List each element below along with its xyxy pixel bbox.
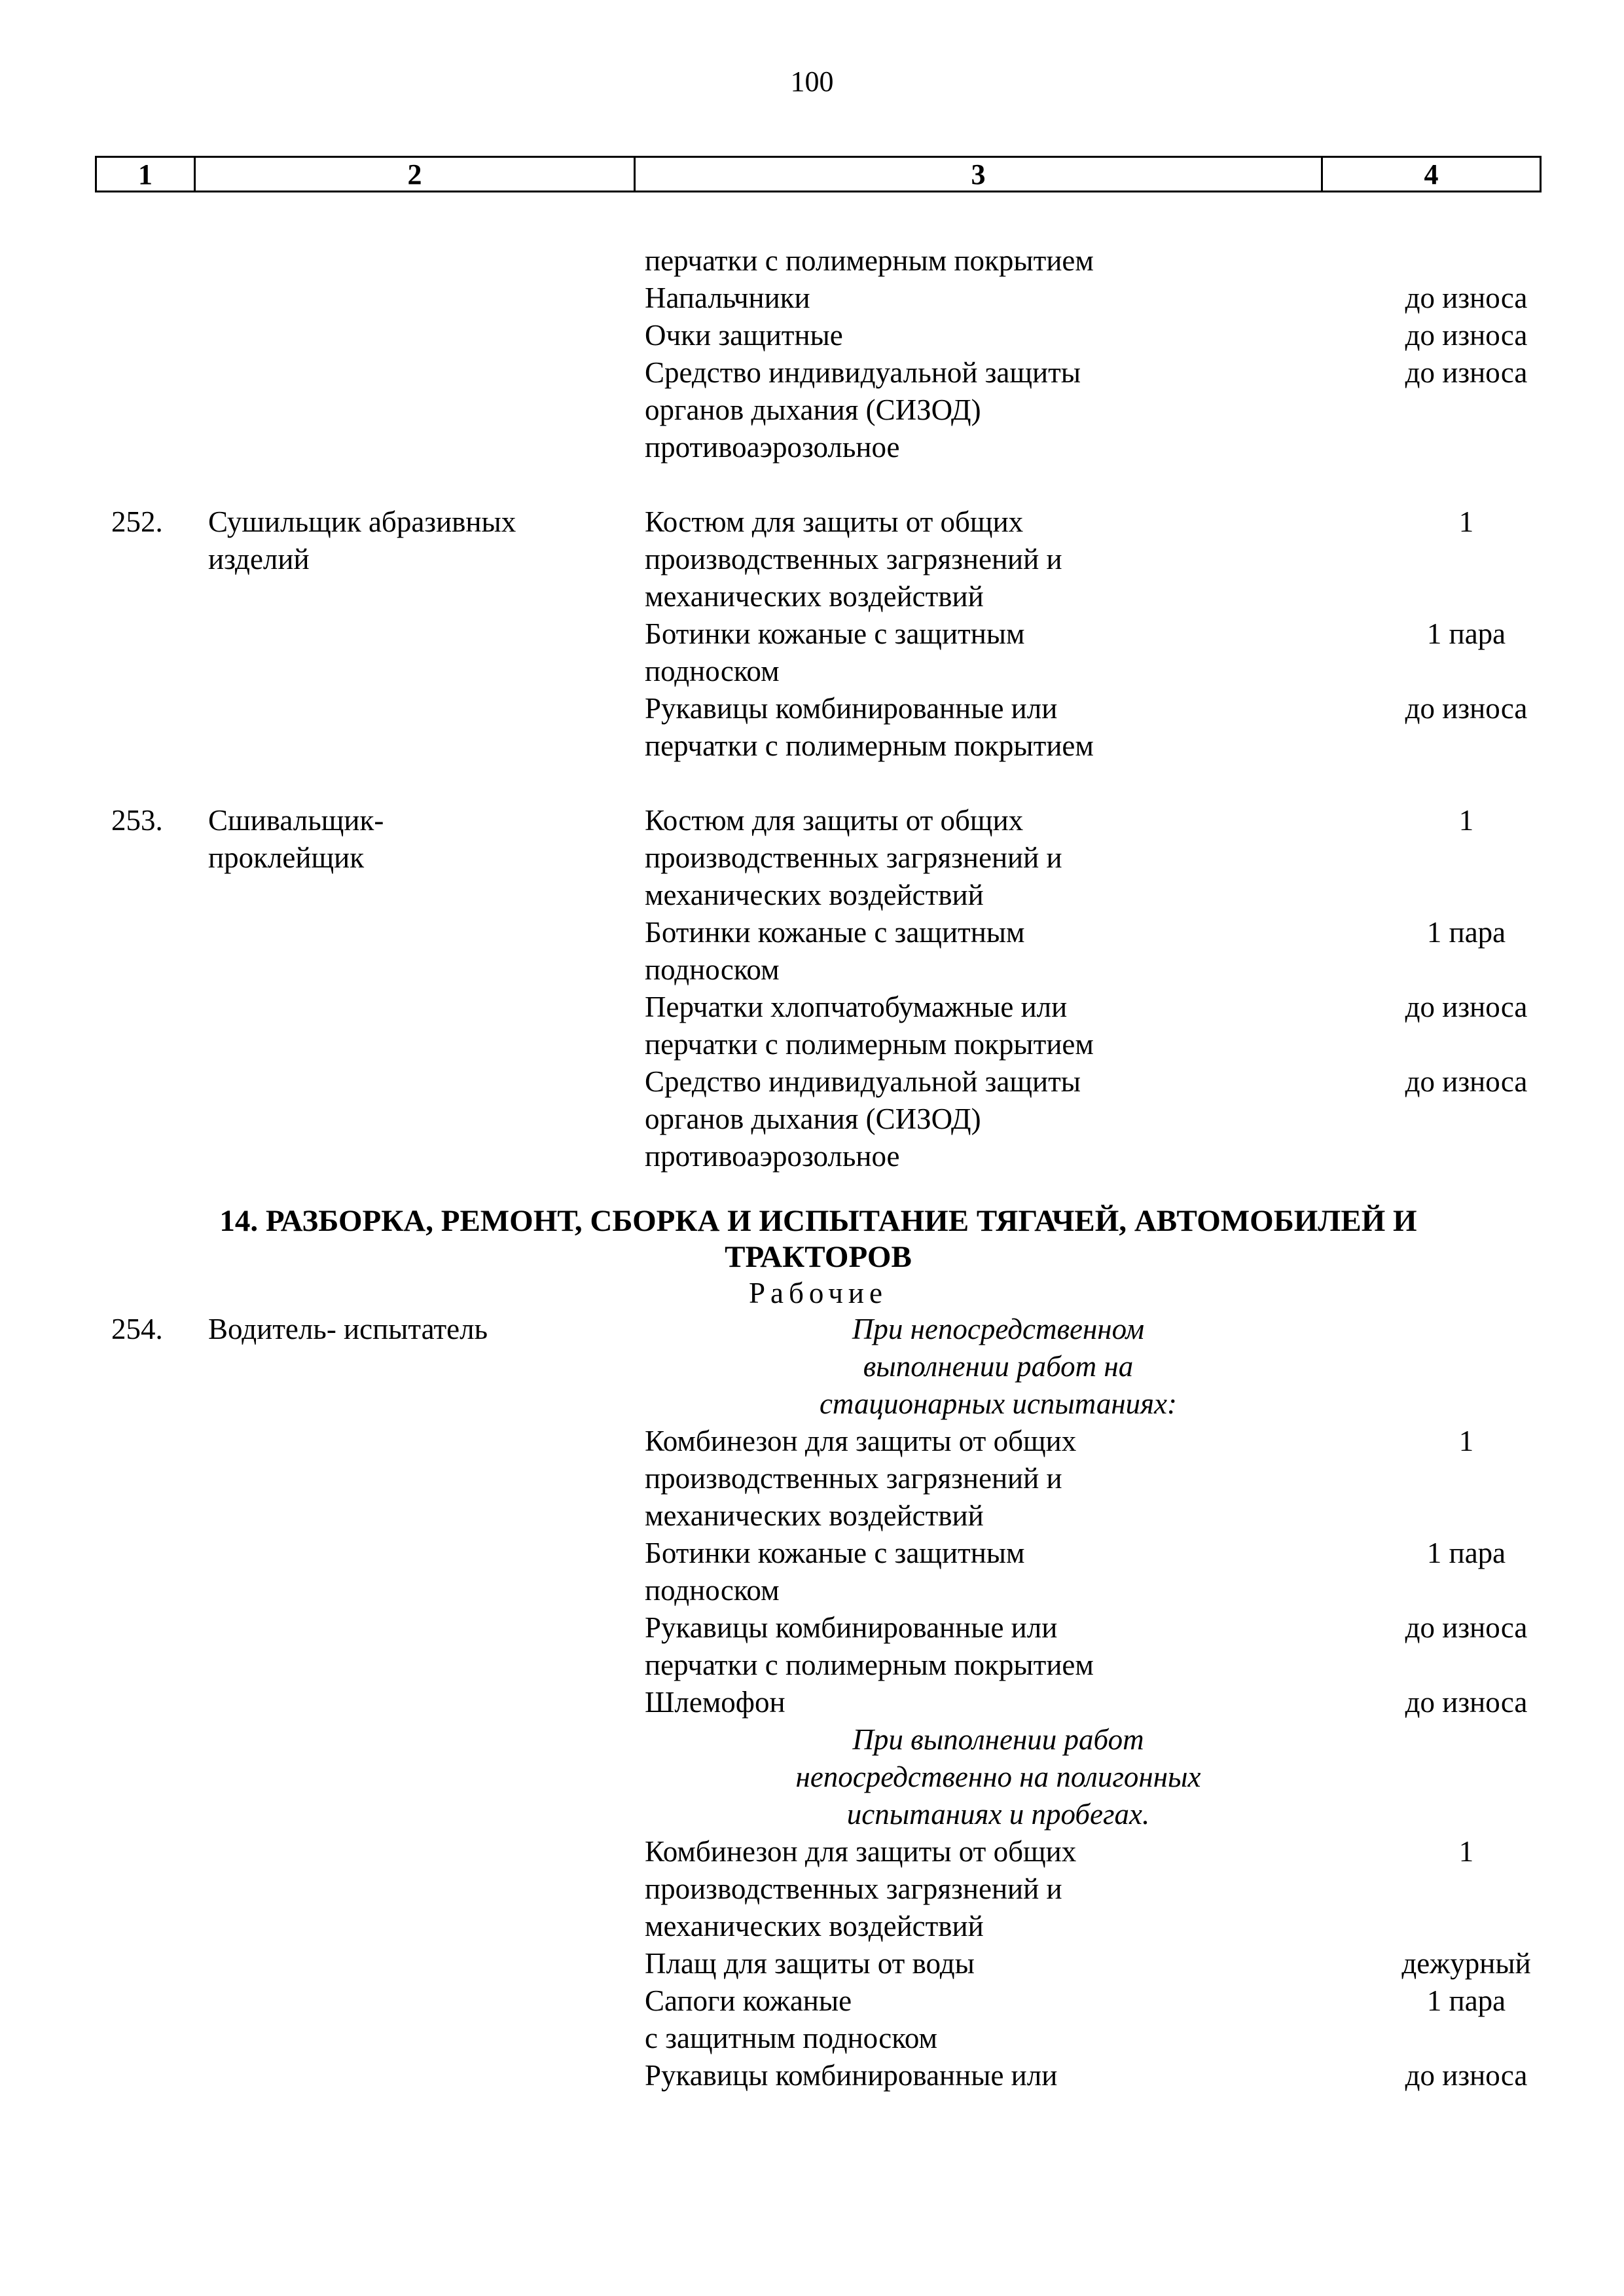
issue-norm: до износа xyxy=(1405,1065,1528,1098)
issue-norm: до износа xyxy=(1405,356,1528,389)
ppe-item-line: с защитным подноском xyxy=(645,2022,937,2054)
issue-norm: 1 xyxy=(1458,804,1474,837)
work-condition-line: непосредственно на полигонных xyxy=(795,1760,1201,1793)
issue-norm: 1 пара xyxy=(1426,1537,1506,1569)
ppe-item-line: производственных загрязнений и xyxy=(645,1462,1062,1495)
ppe-item-line: механических воздействий xyxy=(645,580,984,613)
issue-norm: до износа xyxy=(1405,2059,1528,2092)
profession-name-line: Сшивальщик- xyxy=(208,804,384,837)
ppe-item-line: производственных загрязнений и xyxy=(645,1872,1062,1905)
issue-norm: 1 пара xyxy=(1426,1984,1506,2017)
ppe-item-line: механических воздействий xyxy=(645,879,984,911)
ppe-item-line: перчатки с полимерным покрытием xyxy=(645,1649,1094,1681)
issue-norm: дежурный xyxy=(1401,1947,1531,1980)
work-condition-line: При выполнении работ xyxy=(852,1723,1144,1756)
page-number: 100 xyxy=(790,65,834,98)
ppe-item-line: подноском xyxy=(645,1574,780,1607)
ppe-item-line: Плащ для защиты от воды xyxy=(645,1947,975,1980)
work-condition-line: При непосредственном xyxy=(852,1313,1145,1345)
ppe-item-line: Костюм для защиты от общих xyxy=(645,804,1024,837)
issue-norm: 1 xyxy=(1458,1425,1474,1457)
column-header-row xyxy=(95,156,1542,192)
ppe-item-line: Комбинезон для защиты от общих xyxy=(645,1835,1077,1868)
ppe-item-line: Ботинки кожаные с защитным xyxy=(645,617,1025,650)
ppe-item-line: перчатки с полимерным покрытием xyxy=(645,1028,1094,1061)
section-subtitle: Рабочие xyxy=(749,1277,888,1309)
ppe-item-line: Костюм для защиты от общих xyxy=(645,505,1024,538)
ppe-item-line: Очки защитные xyxy=(645,319,843,352)
row-number: 254. xyxy=(111,1313,163,1345)
issue-norm: до износа xyxy=(1405,1611,1528,1644)
ppe-item-line: Рукавицы комбинированные или xyxy=(645,692,1058,725)
ppe-item-line: перчатки с полимерным покрытием xyxy=(645,729,1094,762)
ppe-item-line: перчатки с полимерным покрытием xyxy=(645,244,1094,277)
work-condition-line: стационарных испытаниях: xyxy=(819,1387,1178,1420)
issue-norm: 1 пара xyxy=(1426,617,1506,650)
issue-norm: до износа xyxy=(1405,319,1528,352)
section-title-line: 14. РАЗБОРКА, РЕМОНТ, СБОРКА И ИСПЫТАНИЕ ТЯГАЧЕЙ, АВТОМОБИЛЕЙ И xyxy=(219,1204,1417,1238)
ppe-item-line: органов дыхания (СИЗОД) xyxy=(645,393,981,426)
ppe-item-line: Напальчники xyxy=(645,282,810,314)
ppe-item-line: подноском xyxy=(645,655,780,687)
profession-name-line: изделий xyxy=(208,543,310,575)
ppe-item-line: Ботинки кожаные с защитным xyxy=(645,916,1025,949)
ppe-item-line: Рукавицы комбинированные или xyxy=(645,1611,1058,1644)
ppe-item-line: Рукавицы комбинированные или xyxy=(645,2059,1058,2092)
ppe-item-line: Сапоги кожаные xyxy=(645,1984,852,2017)
issue-norm: до износа xyxy=(1405,991,1528,1023)
ppe-item-line: Средство индивидуальной защиты xyxy=(645,1065,1081,1098)
issue-norm: 1 пара xyxy=(1426,916,1506,949)
ppe-item-line: Ботинки кожаные с защитным xyxy=(645,1537,1025,1569)
ppe-item-line: противоаэрозольное xyxy=(645,431,900,464)
row-number: 252. xyxy=(111,505,163,538)
ppe-item-line: Комбинезон для защиты от общих xyxy=(645,1425,1077,1457)
ppe-item-line: производственных загрязнений и xyxy=(645,543,1062,575)
ppe-item-line: производственных загрязнений и xyxy=(645,841,1062,874)
ppe-item-line: органов дыхания (СИЗОД) xyxy=(645,1102,981,1135)
ppe-item-line: Шлемофон xyxy=(645,1686,785,1719)
ppe-item-line: Средство индивидуальной защиты xyxy=(645,356,1081,389)
ppe-item-line: механических воздействий xyxy=(645,1499,984,1532)
column-header-1: 1 xyxy=(138,158,153,191)
issue-norm: 1 xyxy=(1458,1835,1474,1868)
section-title-line: ТРАКТОРОВ xyxy=(725,1240,912,1274)
column-header-2: 2 xyxy=(194,158,634,191)
profession-name-line: проклейщик xyxy=(208,841,365,874)
work-condition-line: выполнении работ на xyxy=(863,1350,1134,1383)
issue-norm: до износа xyxy=(1405,692,1528,725)
work-condition-line: испытаниях и пробегах. xyxy=(846,1798,1150,1831)
ppe-item-line: Перчатки хлопчатобумажные или xyxy=(645,991,1068,1023)
issue-norm: 1 xyxy=(1458,505,1474,538)
ppe-item-line: механических воздействий xyxy=(645,1910,984,1942)
row-number: 253. xyxy=(111,804,163,837)
profession-name-line: Сушильщик абразивных xyxy=(208,505,516,538)
ppe-item-line: подноском xyxy=(645,953,780,986)
column-header-4: 4 xyxy=(1321,158,1540,191)
issue-norm: до износа xyxy=(1405,1686,1528,1719)
issue-norm: до износа xyxy=(1405,282,1528,314)
profession-name-line: Водитель- испытатель xyxy=(208,1313,488,1345)
column-header-3: 3 xyxy=(634,158,1321,191)
ppe-item-line: противоаэрозольное xyxy=(645,1140,900,1173)
